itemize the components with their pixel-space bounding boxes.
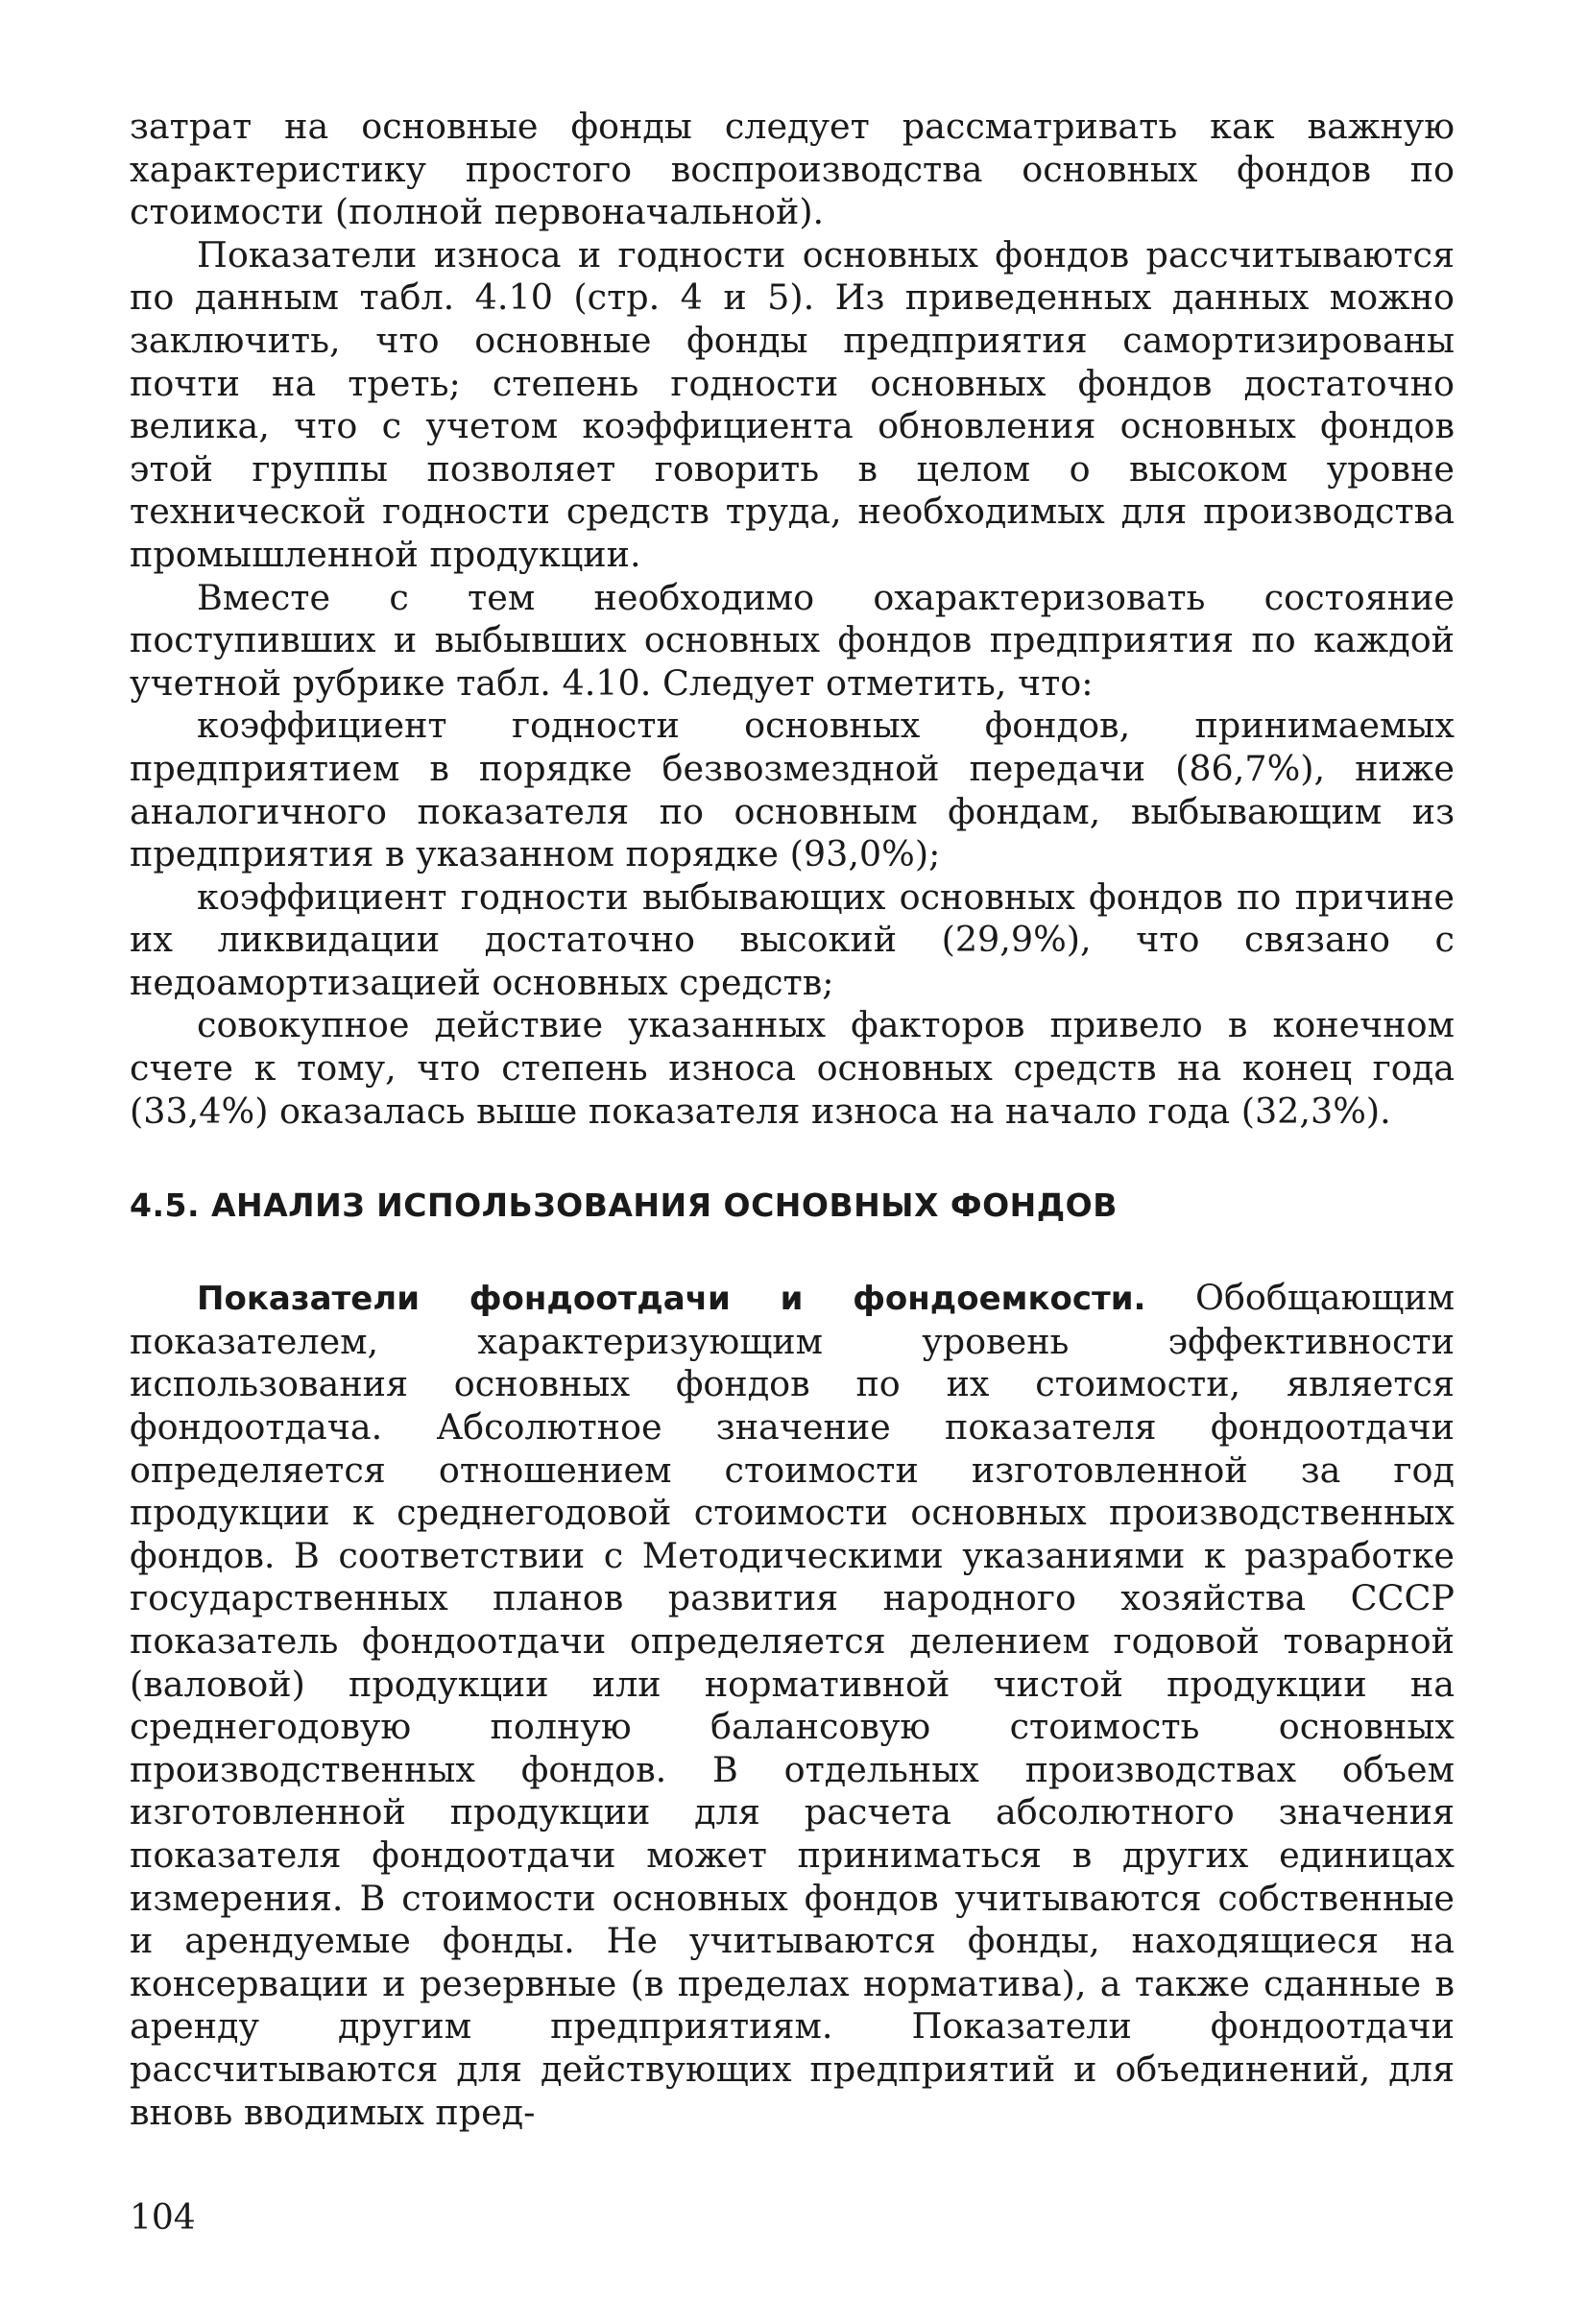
section-paragraph bbox=[130, 1277, 1455, 2134]
paragraph-3: Вместе с тем необходимо охарактеризовать состояние поступивших и выбывших основных фондов предприятия по каждой учетной рубрике табл. 4.10. Следует отметить, что: bbox=[130, 576, 1455, 704]
section-paragraph-text: Обобщающим показателем, характеризующим уровень эффективности использования основных фондов по их стоимости, является фондоотдача. Абсолютное значение показателя фондоотдачи определяется отношением стоимости изготовленной за год продукции к среднегодовой стоимости основных производственных фондов. В соответствии с Методическими указаниями к разработке государственных планов развития народного хозяйства СССР показатель фондоотдачи определяется делением годовой товарной (валовой) продукции или нормативной чистой продукции на среднегодовую полную балансовую стоимость основных производственных фондов. В отдельных производствах объем изготовленной продукции для расчета абсолютного значения показателя фондоотдачи может приниматься в других единицах измерения. В стоимости основных фондов учитываются собственные и арендуемые фонды. Не учитываются фонды, находящиеся на консервации и резервные (в пределах норматива), а также сданные в аренду другим предприятиям. Показатели фондоотдачи рассчитываются для действующих предприятий и объединений, для вновь вводимых пред- bbox=[130, 1277, 1455, 2133]
list-item-1: коэффициент годности основных фондов, принимаемых предприятием в порядке безвозмездной передачи (86,7%), ниже аналогичного показателя по основным фондам, выбывающим из предприятия в указанном порядке (93,0%); bbox=[130, 705, 1455, 875]
list-item-2: коэффициент годности выбывающих основных фондов по причине их ликвидации достаточно высокий (29,9%), что связано с недоамортизацией основных средств; bbox=[130, 875, 1455, 1003]
lead-term: Показатели фондоотдачи и фондоемкости. bbox=[197, 1280, 1146, 1319]
section-heading: 4.5. АНАЛИЗ ИСПОЛЬЗОВАНИЯ ОСНОВНЫХ ФОНДОВ bbox=[130, 1186, 1118, 1225]
page-body bbox=[130, 106, 1455, 2134]
page-number: 104 bbox=[130, 2198, 196, 2238]
paragraph-2: Показатели износа и годности основных фондов рассчитываются по данным табл. 4.10 (стр. 4 и 5). Из приведенных данных можно заключить, что основные фонды предприятия самортизированы почти на треть; степень годности основных фондов достаточно велика, что с учетом коэффициента обновления основных фондов этой группы позволяет говорить в целом о высоком уровне технической годности средств труда, необходимых для производства промышленной продукции. bbox=[130, 233, 1455, 575]
paragraph-1: затрат на основные фонды следует рассматривать как важную характеристику простого воспроизводства основных фондов по стоимости (полной первоначальной). bbox=[130, 106, 1455, 233]
list-item-3: совокупное действие указанных факторов привело в конечном счете к тому, что степень износа основных средств на конец года (33,4%) оказалась выше показателя износа на начало года (32,3%). bbox=[130, 1004, 1455, 1132]
